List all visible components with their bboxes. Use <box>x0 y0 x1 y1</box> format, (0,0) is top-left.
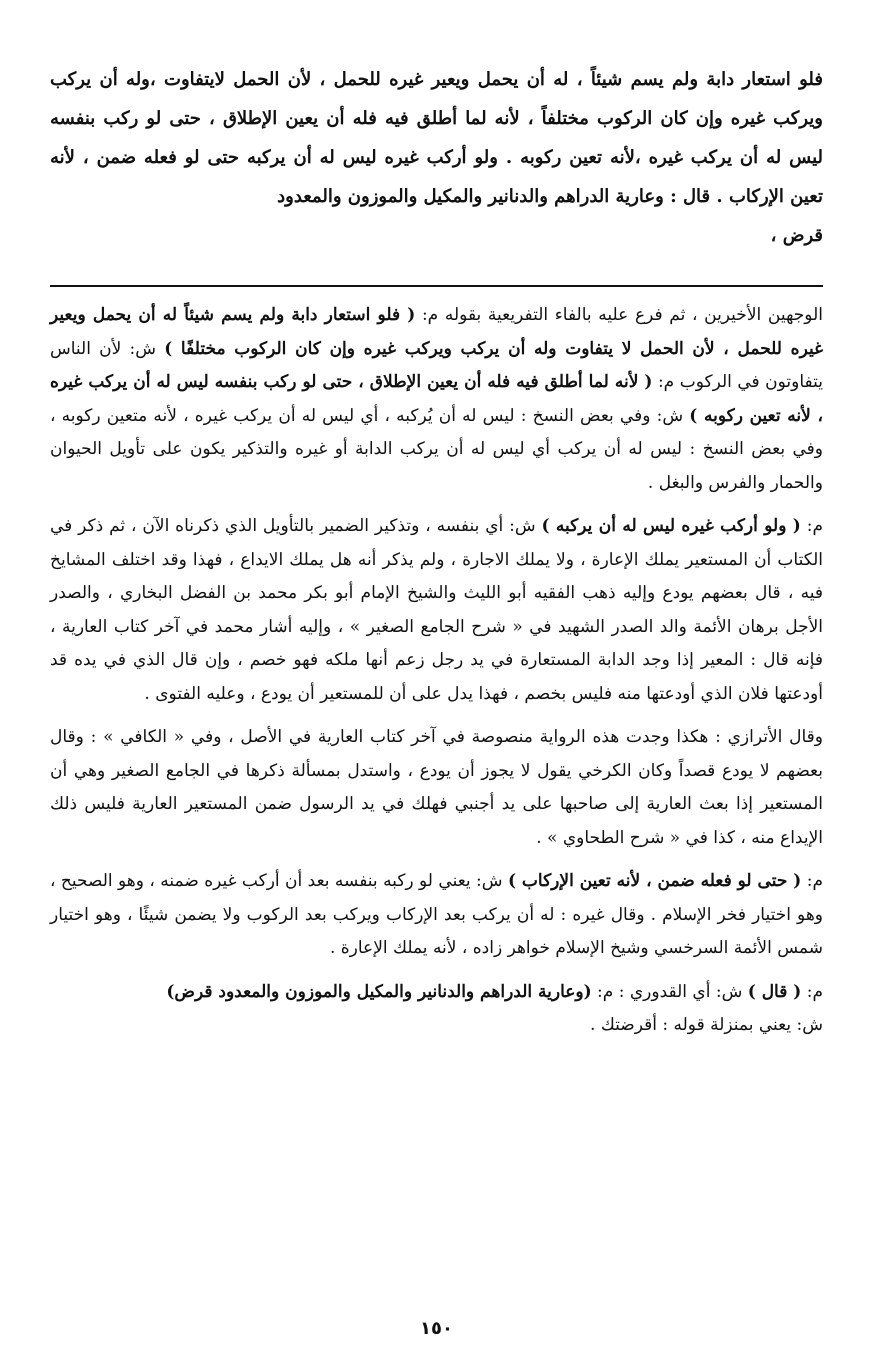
p1-text-e: ش: وفي بعض النسخ : ليس له أن يُركبه ، أي ليس له أن يركب غيره ، لأنه متعين ركوبه ، وفي بعض النسخ : ليس له أن يركب أي ليس له أن يركب الدابة أو غيره والتذكير يكون على تأويل الحيوان والحمار والفرس والبغل . <box>50 405 823 493</box>
p1-quote-2: ( لأنه لما أطلق فيه فله أن يعين الإطلاق ، حتى لو ركب بنفسه ليس له أن يركب غيره ، لأنه تعين ركوبه ) <box>50 372 823 426</box>
p4-quote: ( حتى لو فعله ضمن ، لأنه تعين الإركاب ) <box>507 871 802 891</box>
p1-text-a: الوجهين الأخيرين ، ثم فرع عليه بالفاء التفريعية بقوله م: <box>415 305 823 325</box>
p2-text-c: ش: أي بنفسه ، وتذكير الضمير بالتأويل الذي ذكرناه الآن ، ثم ذكر في الكتاب أن المستعير يملك الإعارة ، ولا يملك الاجارة ، ولم يذكر أنه هل يملك الايداع ، فهذا وقد اختلف المشايخ فيه ، قال بعضهم يودع وإليه ذهب الفقيه أبو الليث والشيخ الإمام أبو بكر محمد بن الفضل البخاري ، والصدر الأجل برهان الأئمة والد الصدر الشهيد في « شرح الجامع الصغير » ، وإليه أشار محمد في آخر كتاب العارية ، فإنه قال : المعير إذا وجد الدابة المستعارة في يد رجل زعم أنها ملكه فهو خصم ، وإن قال الذي في يده قد أودعتها فلان الذي أودعتها منه فليس بخصم ، فهذا يدل على أن للمستعير أن يودع ، وعليه الفتوى . <box>50 516 824 704</box>
commentary-paragraph-2 <box>50 510 823 711</box>
p2-quote: ( ولو أركب غيره ليس له أن يركبه ) <box>541 516 801 536</box>
p3-text: وقال الأترازي : هكذا وجدت هذه الرواية منصوصة في آخر كتاب العارية في الأصل ، وفي « الكافي » : وقال بعضهم لا يودع قصداً وكان الكرخي يقول لا يجوز أن يودع ، واستدل بمسألة ذكرها في الجامع الصغير وهي أن المستعير إذا بعث العارية إلى صاحبها على يد أجنبي فهلك في يد الرسول ضمن المستعير العارية فليس ذلك الإيداع منه ، كذا في « شرح الطحاوي » . <box>50 727 823 848</box>
commentary-paragraph-4 <box>50 865 823 966</box>
p5-quote-2: (وعارية الدراهم والدنانير والمكيل والموزون والمعدود قرض) <box>166 981 592 1002</box>
commentary-paragraph-3 <box>50 721 823 855</box>
p5-text-e: ش: يعني بمنزلة قوله : أقرضتك . <box>590 1015 823 1035</box>
commentary-paragraph-6 <box>50 1009 823 1043</box>
commentary-paragraph-1 <box>50 299 823 500</box>
main-text-last-line: قرض ، <box>770 225 823 246</box>
commentary-paragraph-5 <box>50 976 823 1010</box>
p1-text-c: ش: لأن الناس يتفاوتون في الركوب م: <box>50 338 823 392</box>
commentary <box>50 299 823 1043</box>
p4-text-a: م: <box>801 871 823 891</box>
separator-rule <box>50 285 823 287</box>
p5-text-a: م: <box>801 981 823 1002</box>
p1-quote-1: ( فلو استعار دابة ولم يسم شيئاً له أن يحمل ويعير غيره للحمل ، لأن الحمل لا يتفاوت وله أن يركب ويركب غيره وإن كان الركوب مختلفًا ) <box>50 305 823 359</box>
p5-text-c: ش: أي القدوري : م: <box>591 981 748 1002</box>
p5-quote-1: ( قال ) <box>747 981 802 1002</box>
p4-text-c: ش: يعني لو ركبه بنفسه بعد أن أركب غيره ضمنه ، وهو الصحيح ، وهو اختيار فخر الإسلام . وقال غيره : له أن يركب بعد الإركاب ويركب بعد الركوب ولا يضمن شيئًا ، وهو اختيار شمس الأئمة السرخسي وشيخ الإسلام خواهر زاده ، لأنه يملك الإعارة . <box>50 871 823 958</box>
main-text <box>50 60 823 255</box>
p2-text-a: م: <box>800 516 823 536</box>
main-text-body: فلو استعار دابة ولم يسم شيئاً ، له أن يحمل ويعير غيره للحمل ، لأن الحمل لايتفاوت ،وله أن يركب ويركب غيره وإن كان الركوب مختلفاً ، لأنه لما أطلق فيه فله أن يعين الإطلاق ، حتى لو ركب بنفسه ليس له أن يركب غيره ،لأنه تعين ركوبه . ولو أركب غيره ليس له أن يركبه حتى لو فعله ضمن ، لأنه تعين الإركاب . قال : وعارية الدراهم والدنانير والمكيل والموزون والمعدود <box>50 69 823 207</box>
page-number: ١٥٠ <box>420 1318 453 1339</box>
